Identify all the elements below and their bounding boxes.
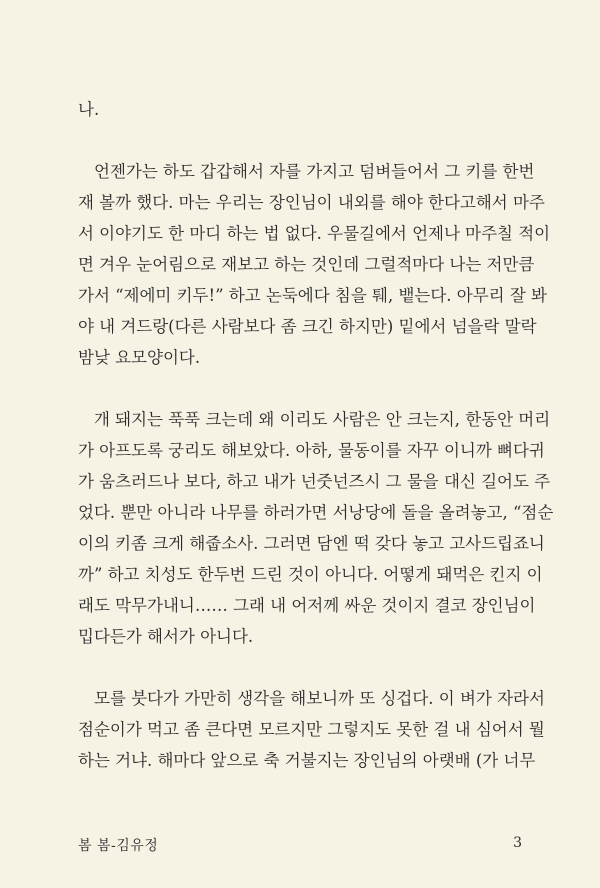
paragraph-gap: [78, 652, 522, 683]
text-line: 가 아프도록 궁리도 해보았다. 아하, 물동이를 자꾸 이니까 뼈다귀: [78, 441, 545, 460]
text-line: 밉다든가 해서가 아니다.: [78, 627, 254, 646]
text-line: 면 겨우 눈어림으로 재보고 하는 것인데 그럴적마다 나는 저만큼: [78, 255, 535, 274]
text-line: 밤낮 요모양이다.: [78, 348, 201, 367]
text-line: 가 움츠러드나 보다, 하고 내가 넌줏넌즈시 그 물을 대신 길어도 주: [78, 472, 551, 491]
text-line: 까” 하고 치성도 한두번 드린 것이 아니다. 어떻게 돼먹은 킨지 이: [78, 565, 543, 584]
text-line: 모를 붓다가 가만히 생각을 해보니까 또 싱겁다. 이 벼가 자라서: [94, 689, 545, 708]
text-line: 언젠가는 하도 갑갑해서 자를 가지고 덤벼들어서 그 키를 한번: [94, 162, 535, 181]
text-line: 었다. 뿐만 아니라 나무를 하러가면 서낭당에 돌을 올려놓고, “점순: [78, 503, 554, 522]
text-line: 점순이가 먹고 좀 큰다면 모르지만 그렇지도 못한 걸 내 심어서 뭘: [78, 720, 545, 739]
text-line: 개 돼지는 푹푹 크는데 왜 이리도 사람은 안 크는지, 한동안 머리: [94, 410, 551, 429]
text-line: 서 이야기도 한 마디 하는 법 없다. 우물길에서 언제나 마주칠 적이: [78, 224, 551, 243]
body-text: [78, 94, 554, 776]
text-line: 하는 거냐. 해마다 앞으로 축 거불지는 장인님의 아랫배 (가 너무: [78, 751, 536, 770]
page-number: 3: [513, 835, 522, 851]
paragraph-gap: [78, 125, 522, 156]
text-line: 래도 막무가내니…… 그래 내 어저께 싸운 것이지 결코 장인님이: [78, 596, 536, 615]
text-line: 나.: [78, 100, 100, 119]
text-line: 재 볼까 했다. 마는 우리는 장인님이 내외를 해야 한다고해서 마주: [78, 193, 545, 212]
text-line: 야 내 겨드랑(다른 사람보다 좀 크긴 하지만) 밑에서 넘을락 말락: [78, 317, 537, 336]
running-footer-title: 봄 봄-김유정: [78, 838, 159, 854]
paragraph-gap: [78, 373, 522, 404]
text-line: 가서 “제에미 키두!” 하고 논둑에다 침을 퉤, 뱉는다. 아무리 잘 봐: [78, 286, 547, 305]
text-line: 이의 키좀 크게 해줍소사. 그러면 담엔 떡 갖다 놓고 고사드립죠니: [78, 534, 545, 553]
